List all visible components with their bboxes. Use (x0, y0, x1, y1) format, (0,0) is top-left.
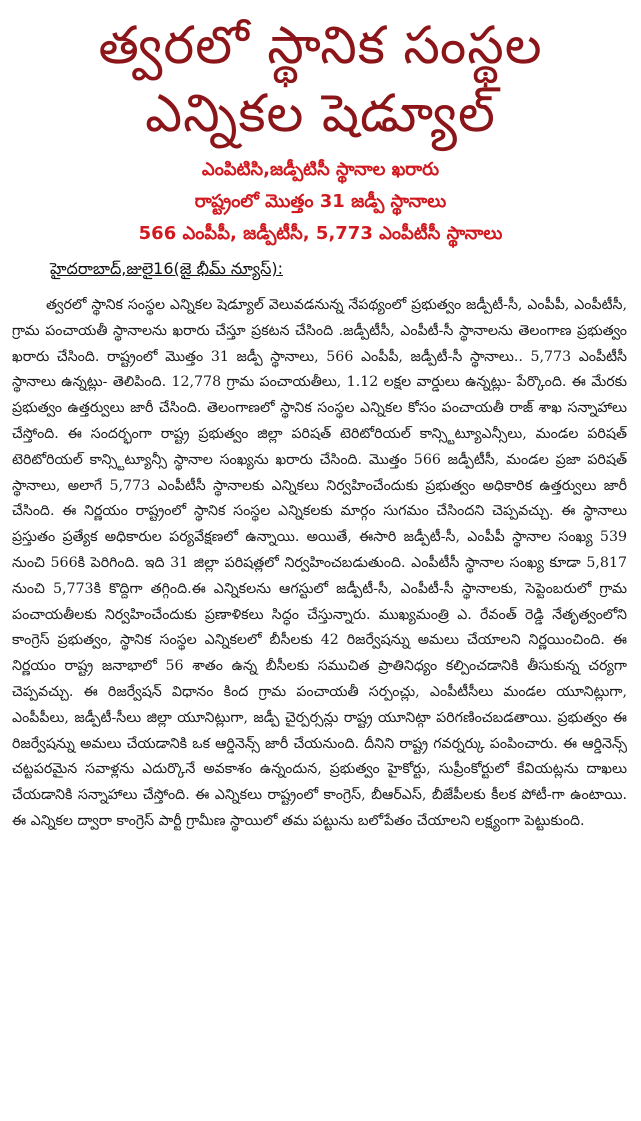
subheading-1: ఎంపిటిసి,జడ్పీటిసీ స్థానాల ఖరారు (201, 159, 440, 180)
article-body: త్వరలో స్థానిక సంస్థల ఎన్నికల షెడ్యూల్ వెలువడనున్న నేపథ్యంలో ప్రభుత్వం జడ్పీటీ-సీ, ఎంపీపీ, ఎంపీటీసీ, గ్రామ పంచాయతీ స్థానాలను ఖరారు చేస్తూ ప్రకటన చేసింది .జడ్పీటీసీ, ఎంపీటీ-సీ స్థానాలను తెలంగాణ ప్రభుత్వం ఖరారు చేసింది. రాష్ట్రంలో మొత్తం 31 జడ్పీ స్థానాలు, 566 ఎంపీపీ, జడ్పీటీ-సీ స్థానాలు.. 5,773 ఎంపీటీసీ స్థానాలు ఉన్నట్లు- తెలిపింది. 12,778 గ్రామ పంచాయతీలు, 1.12 లక్షల వార్డులు ఉన్నట్లు- పేర్కొంది. ఈ మేరకు ప్రభుత్వం ఉత్తర్వులు జారీ చేసింది. తెలంగాణలో స్థానిక సంస్థల ఎన్నికల కోసం పంచాయతీ రాజ్ శాఖ సన్నాహాలు చేస్తోంది. ఈ సందర్భంగా రాష్ట్ర ప్రభుత్వం జిల్లా పరిషత్ టెరిటోరియల్ కాన్స్టిట్యూఎన్సీలు, మండల పరిషత్ టెరిటోరియల్ కాన్స్టిట్యూన్సీ స్థానాల సంఖ్యను ఖరారు చేసింది. మొత్తం 566 జడ్పీటీసీ, మండల ప్రజా పరిషత్ స్థానాలు, అలాగే 5,773 ఎంపీటీసీ స్థానాలకు ఎన్నికలు నిర్వహించేందుకు ప్రభుత్వం అధికారిక ఉత్తర్వులు జారీ చేసింది. ఈ నిర్ణయం రాష్ట్రంలో స్థానిక సంస్థల ఎన్నికలకు మార్గం సుగమం చేసిందని చెప్పవచ్చు. ఈ స్థానాలు ప్రస్తుతం ప్రత్యేక అధికారుల పర్యవేక్షణలో ఉన్నాయి. అయితే, ఈసారి జడ్పీటీ-సీ, ఎంపీపీ స్థానాల సంఖ్య 539 నుంచి 566కి పెరిగింది. ఇది 31 జిల్లా పరిషత్లలో నిర్వహించబడుతుంది. ఎంపీటీసీ స్థానాల సంఖ్య కూడా 5,817 నుంచి 5,773కి కొద్దిగా తగ్గింది.ఈ ఎన్నికలను ఆగస్టులో జడ్పీటీ-సీ, ఎంపీటీ-సీ స్థానాలకు, సెప్టెంబరులో గ్రామ పంచాయతీలకు నిర్వహించేందుకు ప్రణాళికలు సిద్ధం చేస్తున్నారు. ముఖ్యమంత్రి ఎ. రేవంత్ రెడ్డి నేతృత్వంలోని కాంగ్రెస్ ప్రభుత్వం, స్థానిక సంస్థల ఎన్నికలలో బీసీలకు 42 రిజర్వేషన్ను అమలు చేయాలని నిర్ణయించింది. ఈ నిర్ణయం రాష్ట్ర జనాభాలో 56 శాతం ఉన్న బీసీలకు సముచిత ప్రాతినిధ్యం కల్పించడానికి తీసుకున్న చర్యగా చెప్పవచ్చు. ఈ రిజర్వేషన్ విధానం కింద గ్రామ పంచాయతీ సర్పంచ్లు, ఎంపీటీసీలు మండల యూనిట్లుగా, ఎంపీపీలు, జడ్పీటీ-సీలు జిల్లా యూనిట్లుగా, జడ్పీ చైర్పర్సన్లు రాష్ట్ర యూనిట్గా పరిగణించబడతాయి. ప్రభుత్వం ఈ రిజర్వేషన్ను అమలు చేయడానికి ఒక ఆర్డినెన్స్ జారీ చేయనుంది. దీనిని రాష్ట్ర గవర్నర్కు పంపించారు. ఈ ఆర్డినెన్స్ చట్టపరమైన సవాళ్లను ఎదుర్కొనే అవకాశం ఉన్నందున, ప్రభుత్వం హైకోర్టు, సుప్రీంకోర్టులో కేవియట్లను దాఖలు చేయడానికి సన్నాహాలు చేస్తోంది. ఈ ఎన్నికలు రాష్ట్రంలో కాంగ్రెస్, బీఆర్ఎస్, బీజేపీలకు కీలక పోటీ-గా ఉంటాయి. ఈ ఎన్నికల ద్వారా కాంగ్రెస్ పార్టీ గ్రామీణ స్థాయిలో తమ పట్టును బలోపేతం చేయాలని లక్ష్యంగా పెట్టుకుంది. (12, 297, 627, 829)
subheading-3: 566 ఎంపీపీ, జడ్పీటీసీ, 5,773 ఎంపీటీసీ స్థానాలు (138, 223, 503, 244)
subheading-2: రాష్ట్రంలో మొత్తం 31 జడ్పీ స్థానాలు (194, 191, 447, 212)
dateline: హైదరాబాద్,జులై16(జై భీమ్ న్యూస్): (50, 259, 284, 278)
headline-line-1: త్వరలో స్థానిక సంస్థల (98, 16, 543, 76)
headline-line-2: ఎన్నికల షెడ్యూల్ (145, 84, 496, 144)
